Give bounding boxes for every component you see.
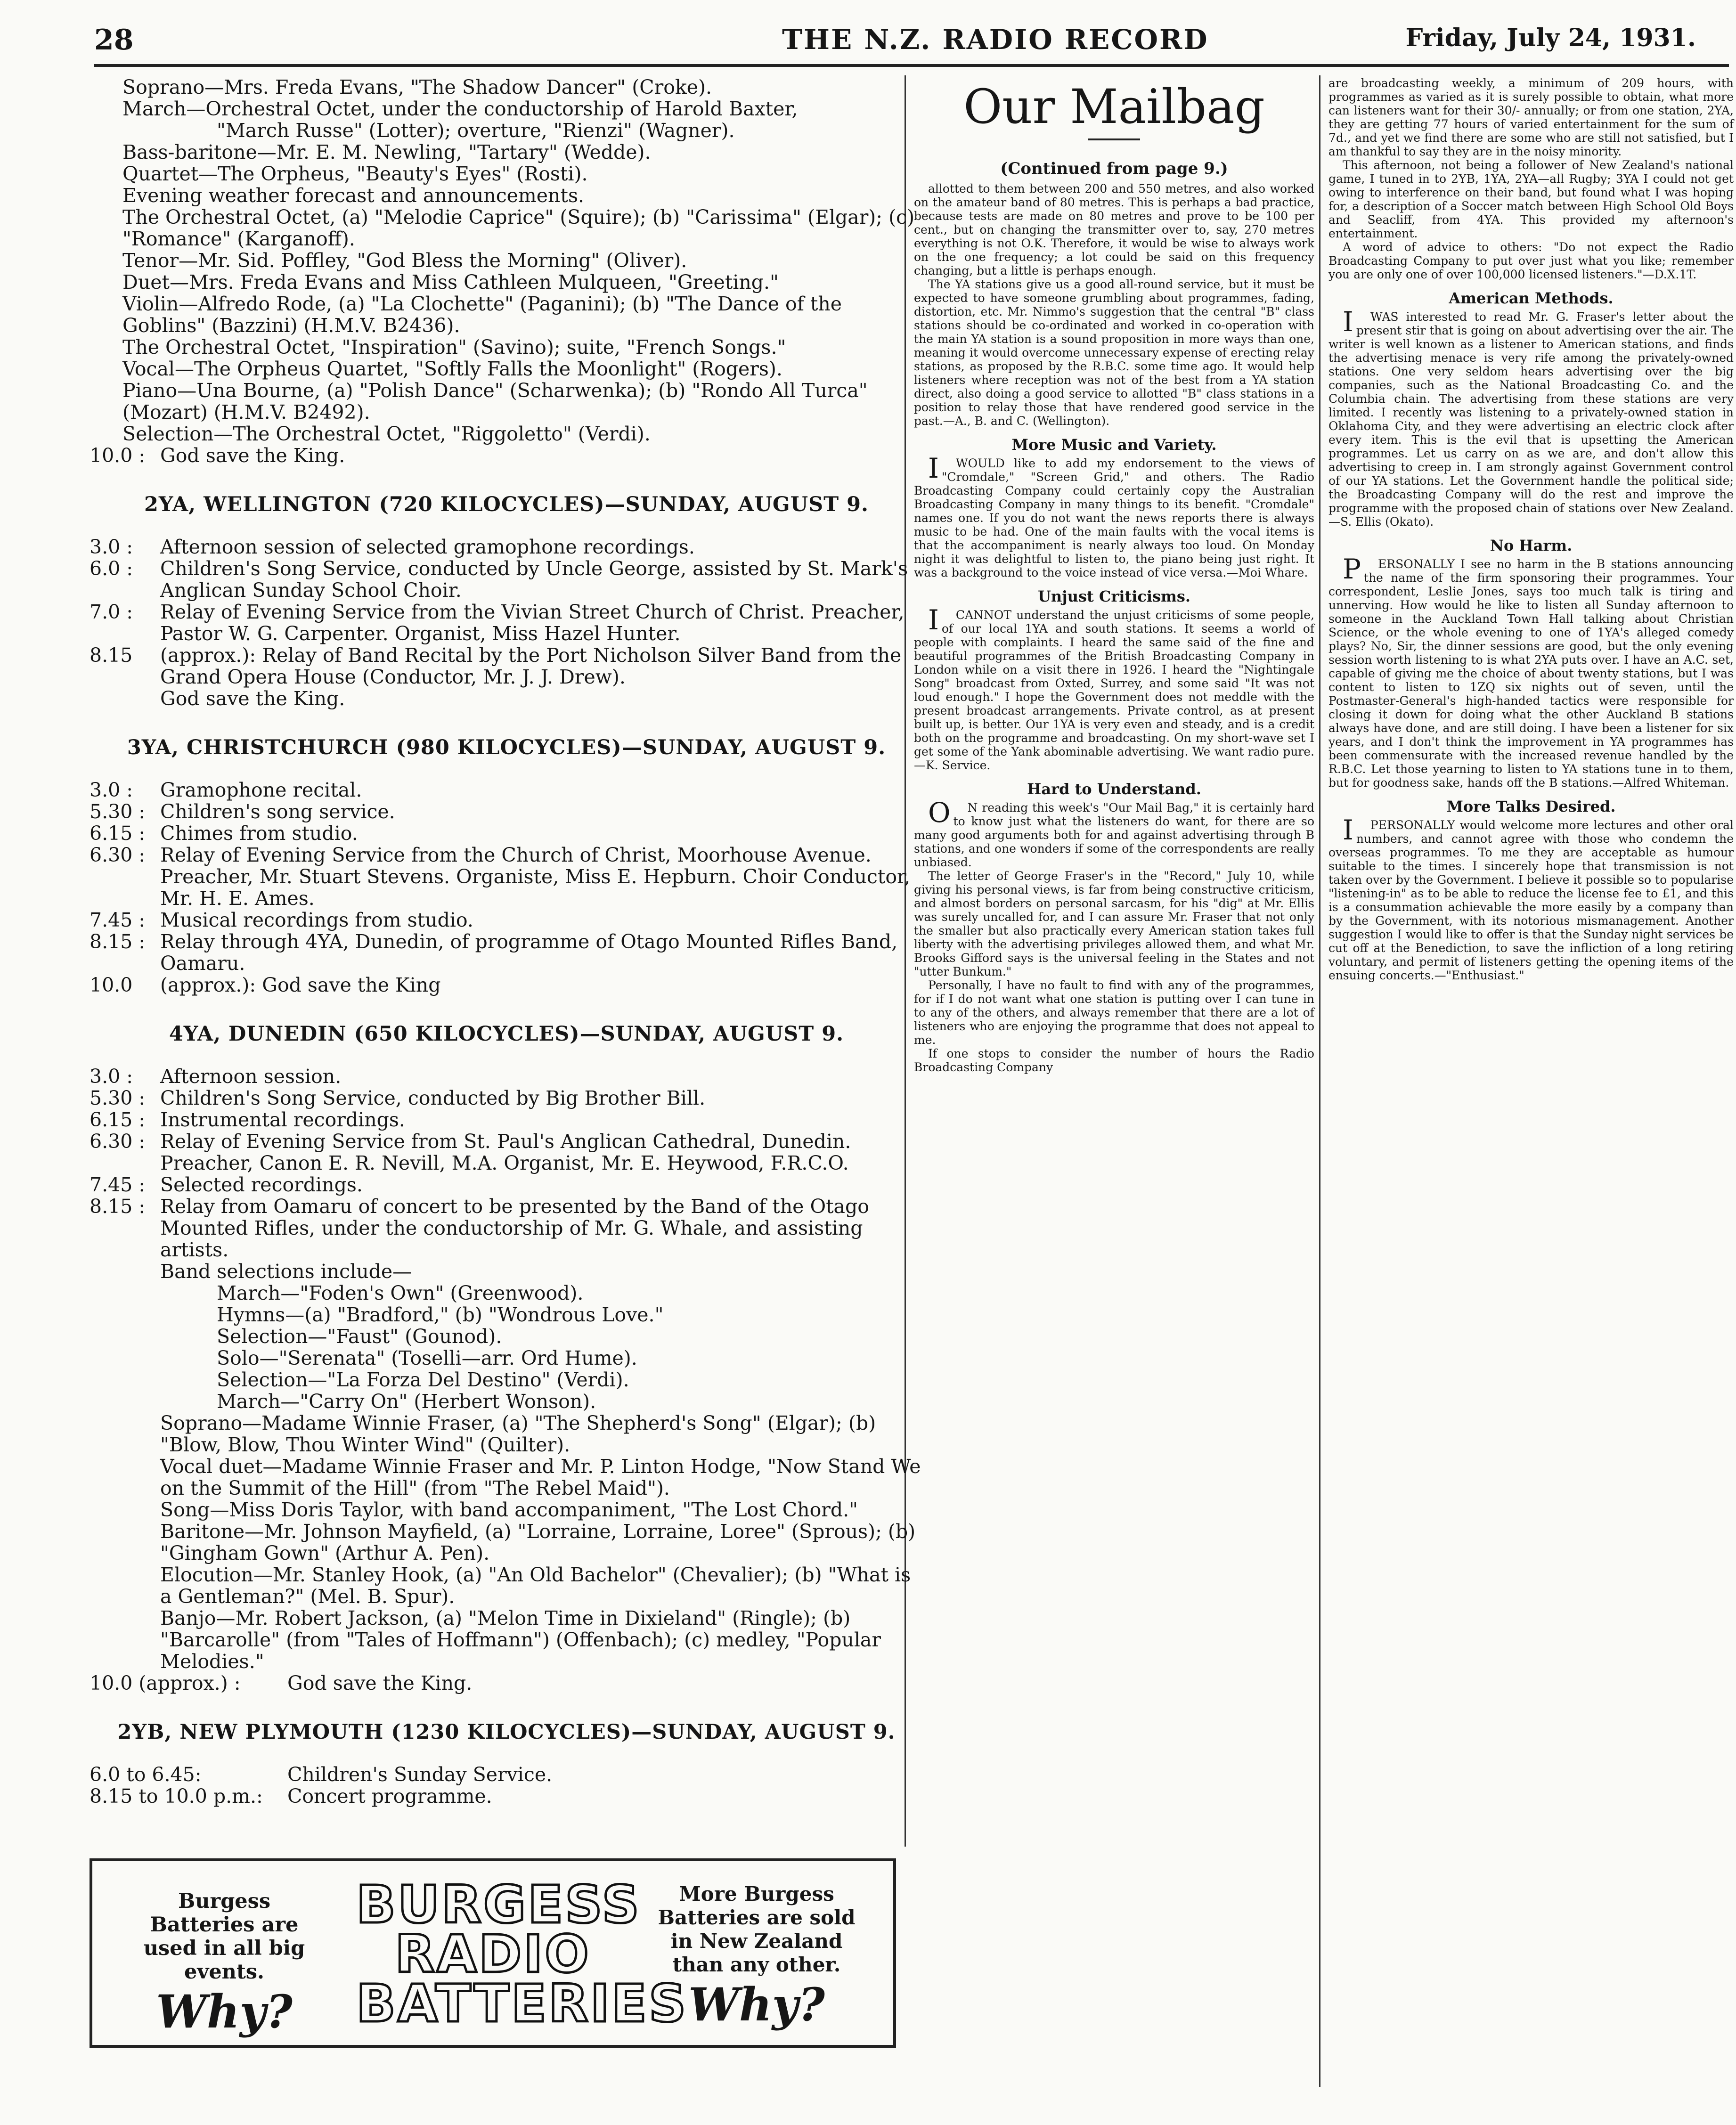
programme-item: Quartet—The Orpheus, "Beauty's Eyes" (Rosti). bbox=[122, 163, 588, 185]
brand-line: BATTERIES bbox=[356, 1973, 688, 2034]
time-label: 7.0 : bbox=[90, 601, 133, 623]
programme-item: Tenor—Mr. Sid. Poffley, "God Bless the Morning" (Oliver). bbox=[122, 249, 687, 272]
programme-text: Relay through 4YA, Dunedin, of programme of Otago Mounted Rifles Band, Oamaru. bbox=[160, 930, 898, 975]
time-label: 8.15 : bbox=[90, 930, 146, 953]
station-heading: 4YA, DUNEDIN (650 KILOCYCLES)—SUNDAY, AUGUST 9. bbox=[169, 1022, 844, 1046]
programme-row bbox=[90, 688, 923, 709]
letter-paragraph: The YA stations give us a good all-round service, but it must be expected to have someone grumbling about programmes, fading, distortion, etc. Mr. Nimmo's suggestion that the central "B" class stations should be co-ordinated and worked in co-operation with the main YA station is a sound proposition in more ways than one, meaning it would overcome unnecessary expense of erecting relay stations, as proposed by the R.B.C. some time ago. It would help listeners where reception was not of the best from a YA station direct, also doing a good service to allotted "B" class stations in a position to relay those that have rendered good service in the past.—A., B. and C. (Wellington). bbox=[914, 277, 1314, 428]
letter-heading: More Talks Desired. bbox=[1446, 798, 1616, 815]
advert-left bbox=[130, 1889, 318, 2040]
programme-row bbox=[90, 601, 923, 644]
masthead: THE N.Z. RADIO RECORD bbox=[782, 24, 1209, 56]
time-label: 5.30 : bbox=[90, 800, 146, 823]
programme-item: Vocal—The Orpheus Quartet, "Softly Falls the Moonlight" (Rogers). bbox=[122, 358, 782, 380]
time-label: 10.0 (approx.) : bbox=[90, 1672, 241, 1694]
artist-item: Baritone—Mr. Johnson Mayfield, (a) "Lorraine, Lorraine, Loree" (Sprous); (b) "Gingham Gown" (Arthur A. Pen). bbox=[160, 1520, 916, 1564]
programme-row bbox=[90, 931, 923, 974]
programme-row bbox=[90, 822, 923, 844]
page-header bbox=[94, 24, 1734, 61]
time-label: 3.0 : bbox=[90, 1065, 133, 1088]
programme-item: The Orchestral Octet, "Inspiration" (Savino); suite, "French Songs." bbox=[122, 336, 786, 358]
mailbag-column-continued bbox=[1328, 76, 1734, 982]
programme-row bbox=[90, 974, 923, 996]
programme-item: Duet—Mrs. Freda Evans and Miss Cathleen Mulqueen, "Greeting." bbox=[122, 271, 779, 293]
programme-item: March—Orchestral Octet, under the conductorship of Harold Baxter, bbox=[122, 98, 798, 120]
programme-item: The Orchestral Octet, (a) "Melodie Caprice" (Squire); (b) "Carissima" (Elgar); (c) "Romance" (Karganoff). bbox=[122, 206, 915, 250]
time-label: 8.15 bbox=[90, 644, 133, 667]
letter-paragraph: IWOULD like to add my endorsement to the views of "Cromdale," "Screen Grid," and others. The Radio Broadcasting Company could certainly copy the Australian Broadcasting Company in many things to its benefit. "Cromdale" names one. If you do not want the news reports there is always music to be had. One of the main faults with the vocal items is that the accompaniment is nearly always too loud. On Monday night it was delightful to listen to, the piano being just right. It was a background to the voice instead of vice versa.—Moi Whare. bbox=[914, 452, 1314, 579]
band-item: March—"Foden's Own" (Greenwood). bbox=[217, 1282, 584, 1304]
time-label: 6.15 : bbox=[90, 1108, 146, 1131]
time-label: 3.0 : bbox=[90, 779, 133, 801]
programme-text: Afternoon session. bbox=[160, 1065, 342, 1088]
programme-row bbox=[90, 1174, 923, 1196]
time-label: 3.0 : bbox=[90, 536, 133, 558]
time-label: 7.45 : bbox=[90, 1173, 146, 1196]
programme-row bbox=[90, 1087, 923, 1109]
programme-text: Children's Song Service, conducted by Uncle George, assisted by St. Mark's Anglican Sunday School Choir. bbox=[160, 557, 908, 602]
programme-item: Selection—The Orchestral Octet, "Riggoletto" (Verdi). bbox=[122, 423, 651, 445]
programme-item: Piano—Una Bourne, (a) "Polish Dance" (Scharwenka); (b) "Rondo All Turca" (Mozart) (H.M.V. B2492). bbox=[122, 379, 868, 423]
programme-text: Children's Song Service, conducted by Big Brother Bill. bbox=[160, 1087, 706, 1109]
station-heading: 2YA, WELLINGTON (720 KILOCYCLES)—SUNDAY, AUGUST 9. bbox=[144, 493, 869, 516]
letter-heading: Hard to Understand. bbox=[1027, 780, 1201, 798]
letter-paragraph: IPERSONALLY would welcome more lectures and other oral numbers, and cannot agree with those who condemn the overseas programmes. To me they are acceptable as humour suitable to the times. I sincerely hope that transmission is not taken over by the Government. I believe it possible so to popularise "listening-in" as to be able to reduce the license fee to £1, and this is a consummation achievable the more easily by a company than by the Government, with its notorious mismanagement. Another suggestion I would like to offer is that the Sunday night services be cut off at the Benediction, to save the infliction of a long retiring voluntary, and permit of listeners getting the opening items of the ensuing concerts.—"Enthusiast." bbox=[1328, 814, 1734, 982]
artist-item: Song—Miss Doris Taylor, with band accompaniment, "The Lost Chord." bbox=[160, 1498, 858, 1521]
time-label: 10.0 : bbox=[90, 444, 146, 467]
programme-row bbox=[90, 1131, 923, 1174]
letter-heading: No Harm. bbox=[1490, 537, 1573, 554]
programme-text: God save the King. bbox=[287, 1672, 473, 1694]
programme-text: Musical recordings from studio. bbox=[160, 909, 473, 931]
letter-paragraph: This afternoon, not being a follower of New Zealand's national game, I tuned in to 2YB, 1YA, 2YA—all Rugby; 3YA I could not get owing to interference on their band, but found what I was hoping for, a description of a Soccer match between High School Old Boys and Seacliff, from 4YA. This provided my afternoon's entertainment. bbox=[1328, 158, 1734, 240]
programme-item: Evening weather forecast and announcements. bbox=[122, 184, 585, 207]
brand-line: BURGESS bbox=[356, 1874, 641, 1935]
programme-row bbox=[90, 1672, 923, 1694]
letter-paragraph: Personally, I have no fault to find with any of the programmes, for if I do not want what one station is putting over I can tune in to any of the others, and always remember that there are a lot of listeners who are enjoying the programme that does not appeal to me. bbox=[914, 978, 1314, 1047]
programme-item: Soprano—Mrs. Freda Evans, "The Shadow Dancer" (Croke). bbox=[122, 76, 712, 98]
programme-text: Selected recordings. bbox=[160, 1173, 363, 1196]
title-rule bbox=[1088, 138, 1140, 140]
programme-text: God save the King. bbox=[160, 687, 345, 710]
header-rule bbox=[94, 64, 1729, 67]
time-label: 7.45 : bbox=[90, 909, 146, 931]
advert-right-text: More Burgess Batteries are sold in New Zealand than any other. bbox=[658, 1882, 856, 1976]
station-heading: 2YB, NEW PLYMOUTH (1230 KILOCYCLES)—SUNDAY, AUGUST 9. bbox=[117, 1720, 896, 1744]
programme-item: Bass-baritone—Mr. E. M. Newling, "Tartary" (Wedde). bbox=[122, 141, 651, 163]
programme-row bbox=[90, 536, 923, 558]
programme-row bbox=[90, 558, 923, 601]
programme-text: Children's song service. bbox=[160, 800, 395, 823]
letter-paragraph: If one stops to consider the number of hours the Radio Broadcasting Company bbox=[914, 1047, 1314, 1074]
station-heading: 3YA, CHRISTCHURCH (980 KILOCYCLES)—SUNDAY, AUGUST 9. bbox=[127, 736, 886, 759]
time-label: 10.0 bbox=[90, 974, 133, 996]
programme-text: Relay of Evening Service from St. Paul's Anglican Cathedral, Dunedin. Preacher, Canon E. R. Nevill, M.A. Organist, Mr. E. Heywood, F.R.C.O. bbox=[160, 1130, 851, 1174]
programme-row bbox=[90, 1066, 923, 1087]
programme-text: (approx.): God save the King bbox=[160, 974, 441, 996]
programme-row bbox=[90, 445, 923, 466]
artist-item: Banjo—Mr. Robert Jackson, (a) "Melon Time in Dixieland" (Ringle); (b) "Barcarolle" (from "Tales of Hoffmann") (Offenbach); (c) medley, "Popular Melodies." bbox=[160, 1607, 881, 1673]
band-item: Selection—"La Forza Del Destino" (Verdi). bbox=[217, 1368, 629, 1391]
continued-note: (Continued from page 9.) bbox=[1000, 159, 1228, 178]
programme-text: Chimes from studio. bbox=[160, 822, 358, 845]
programme-text: Relay from Oamaru of concert to be presented by the Band of the Otago Mounted Rifles, under the conductorship of Mr. G. Whale, and assisting artists. bbox=[160, 1195, 869, 1261]
programme-text: Relay of Evening Service from the Vivian Street Church of Christ. Preacher, Pastor W. G. Carpenter. Organist, Miss Hazel Hunter. bbox=[160, 601, 905, 645]
letter-paragraph: ON reading this week's "Our Mail Bag," it is certainly hard to know just what the listeners do want, for there are so many good arguments both for and against advertising through B stations, and one wonders if some of the correspondents are really unbiased. bbox=[914, 797, 1314, 869]
time-label: 6.0 to 6.45: bbox=[90, 1763, 202, 1786]
time-label: 5.30 : bbox=[90, 1087, 146, 1109]
programme-text: God save the King. bbox=[160, 444, 345, 467]
letter-paragraph: PERSONALLY I see no harm in the B stations announcing the name of the firm sponsoring their programmes. Your correspondent, Leslie Jones, says too much talk is tiring and unnerving. How would he like to listen all Sunday afternoon to someone in the Auckland Town Hall talking about Christian Science, or the whole evening to one of 1YA's alleged comedy plays? No, Sir, the dinner sessions are good, but the only evening session worth listening to is what 2YA puts over. I have an A.C. set, capable of giving me the choice of about twenty stations, but I was content to listen to 1ZQ six nights out of seven, until the Postmaster-General's high-handed tactics were responsible for closing it down for doing what the other Auckland B stations always have done, and are still doing. I have been a listener for six years, and I don't think the improvement in YA programmes has been commensurate with the increased revenue handled by the R.B.C. Let those yearning to listen to YA stations tune in to them, but for goodness sake, hands off the B stations.—Alfred Whiteman. bbox=[1328, 553, 1734, 790]
time-label bbox=[90, 688, 160, 709]
programme-text: Afternoon session of selected gramophone recordings. bbox=[160, 536, 695, 558]
time-label: 8.15 : bbox=[90, 1195, 146, 1218]
programme-text: Relay of Evening Service from the Church of Christ, Moorhouse Avenue. Preacher, Mr. Stuart Stevens. Organiste, Miss E. Hepburn. Choir Conductor, Mr. H. E. Ames. bbox=[160, 844, 911, 910]
band-item: Selection—"Faust" (Gounod). bbox=[217, 1325, 502, 1348]
letter-paragraph: allotted to them between 200 and 550 metres, and also worked on the amateur band of 80 metres. This is perhaps a bad practice, because tests are made on 80 metres and prove to be 100 per cent., but on changing the transmitter over to, say, 270 metres everything is not O.K. Therefore, it would be wise to always work on the one frequency; a lot could be said on this frequency changing, but a little is perhaps enough. bbox=[914, 182, 1314, 277]
programme-column bbox=[90, 76, 923, 1807]
advert-why: Why? bbox=[156, 1985, 293, 2038]
mailbag-letters bbox=[1328, 76, 1734, 982]
programme-row bbox=[90, 1196, 923, 1261]
band-item: Hymns—(a) "Bradford," (b) "Wondrous Love." bbox=[217, 1303, 664, 1326]
letter-paragraph: A word of advice to others: "Do not expect the Radio Broadcasting Company to put over just what you like; remember you are only one of over 100,000 licensed listeners."—D.X.1T. bbox=[1328, 240, 1734, 281]
band-intro: Band selections include— bbox=[160, 1260, 412, 1283]
advert-why: Why? bbox=[688, 1978, 825, 2031]
programme-row bbox=[90, 1764, 923, 1785]
time-label: 6.30 : bbox=[90, 844, 146, 866]
advert-right bbox=[653, 1882, 860, 2033]
mailbag-title: Our Mailbag bbox=[963, 79, 1265, 134]
programme-row bbox=[90, 644, 923, 688]
programme-text: Gramophone recital. bbox=[160, 779, 362, 801]
brand-line: RADIO bbox=[395, 1924, 591, 1984]
letter-paragraph: are broadcasting weekly, a minimum of 209 hours, with programmes as varied as it is surely possible to obtain, what more can listeners want for their 30/- annually; or from one station, 2YA, they are getting 77 hours of varied entertainment for the sum of 7d., and yet we find there are some who are still not satisfied, but I am thankful to say they are in the noisy minority. bbox=[1328, 76, 1734, 158]
programme-row bbox=[90, 779, 923, 801]
programme-text: Instrumental recordings. bbox=[160, 1108, 405, 1131]
page-number: 28 bbox=[94, 24, 134, 57]
letter-paragraph: The letter of George Fraser's in the "Record," July 10, while giving his personal views, is far from being constructive criticism, and almost borders on personal sarcasm, for his "dig" at Mr. Ellis was surely uncalled for, and I can assure Mr. Fraser that not only the smaller but also practically every American station takes full liberty with the advertising privileges allowed them, and what Mr. Brooks Gifford says is the universal feeling in the States and not "utter Bunkum." bbox=[914, 869, 1314, 978]
programme-row bbox=[90, 1785, 923, 1807]
artist-item: Soprano—Madame Winnie Fraser, (a) "The Shepherd's Song" (Elgar); (b) "Blow, Blow, Thou Winter Wind" (Quilter). bbox=[160, 1412, 876, 1456]
programme-item: Violin—Alfredo Rode, (a) "La Clochette" (Paganini); (b) "The Dance of the Goblins" (Bazzini) (H.M.V. B2436). bbox=[122, 293, 842, 337]
programme-row bbox=[90, 801, 923, 822]
mailbag-column bbox=[914, 76, 1314, 1074]
mailbag-letters bbox=[914, 182, 1314, 1074]
letter-heading: American Methods. bbox=[1449, 289, 1614, 307]
opening-programme bbox=[90, 76, 923, 466]
time-label: 8.15 to 10.0 p.m.: bbox=[90, 1785, 263, 1807]
letter-paragraph: IWAS interested to read Mr. G. Fraser's letter about the present stir that is going on about advertising over the air. The writer is well known as a listener to American stations, and finds the advertising menace is very rife among the privately-owned stations. One very seldom hears advertising over the big companies, such as the National Broadcasting Co. and the Columbia chain. The advertising from these stations are very limited. I recently was listening to a privately-owned station in Oklahoma City, and they were advertising an electric clock after every item. This is the evil that is upsetting the American programmes. Let us carry on as we are, and don't allow this advertising to creep in. I am strongly against Government control of our YA stations. Let the Government handle the political side; the Broadcasting Company will do the rest and improve the programme with the proposed chain of stations over New Zealand.—S. Ellis (Okato). bbox=[1328, 306, 1734, 529]
letter-heading: Unjust Criticisms. bbox=[1037, 587, 1191, 605]
letter-heading: More Music and Variety. bbox=[1011, 436, 1217, 454]
artist-item: Elocution—Mr. Stanley Hook, (a) "An Old Bachelor" (Chevalier); (b) "What is a Gentleman?" (Mel. B. Spur). bbox=[160, 1563, 911, 1608]
band-item: Solo—"Serenata" (Toselli—arr. Ord Hume). bbox=[217, 1347, 637, 1369]
programme-row bbox=[90, 909, 923, 931]
artist-item: Vocal duet—Madame Winnie Fraser and Mr. P. Linton Hodge, "Now Stand We on the Summit of the Hill" (from "The Rebel Maid"). bbox=[160, 1455, 921, 1499]
time-label: 6.15 : bbox=[90, 822, 146, 845]
letter-paragraph: ICANNOT understand the unjust criticisms of some people, of our local 1YA and south stations. It seems a world of people with complaints. I heard the same said of the fine and beautiful programmes of the British Broadcasting Company in London while on a visit there in 1926. I heard the "Nightingale Song" broadcast from Oxted, Surrey, and some said "It was not loud enough." I hope the Government does not meddle with the present broadcast arrangements. Private control, as at present built up, is better. Our 1YA is very even and steady, and is a credit both on the programme and broadcasting. On my short-wave set I get some of the Yank abominable advertising. We want radio pure.—K. Service. bbox=[914, 604, 1314, 772]
burgess-advert bbox=[90, 1858, 896, 2048]
programme-row bbox=[90, 1109, 923, 1131]
programme-row bbox=[90, 844, 923, 909]
time-label: 6.0 : bbox=[90, 557, 133, 580]
band-item: March—"Carry On" (Herbert Wonson). bbox=[217, 1390, 596, 1413]
brand-logo bbox=[356, 1874, 688, 2034]
advert-left-text: Burgess Batteries are used in all big events. bbox=[143, 1889, 305, 1984]
column-divider bbox=[1319, 75, 1320, 2087]
programme-item: "March Russe" (Lotter); overture, "Rienzi" (Wagner). bbox=[217, 119, 735, 142]
programme-text: Concert programme. bbox=[287, 1785, 492, 1807]
programme-text: Children's Sunday Service. bbox=[287, 1763, 553, 1786]
programme-text: (approx.): Relay of Band Recital by the Port Nicholson Silver Band from the Grand Opera House (Conductor, Mr. J. J. Drew). bbox=[160, 644, 902, 688]
issue-date: Friday, July 24, 1931. bbox=[1405, 24, 1696, 52]
time-label: 6.30 : bbox=[90, 1130, 146, 1153]
